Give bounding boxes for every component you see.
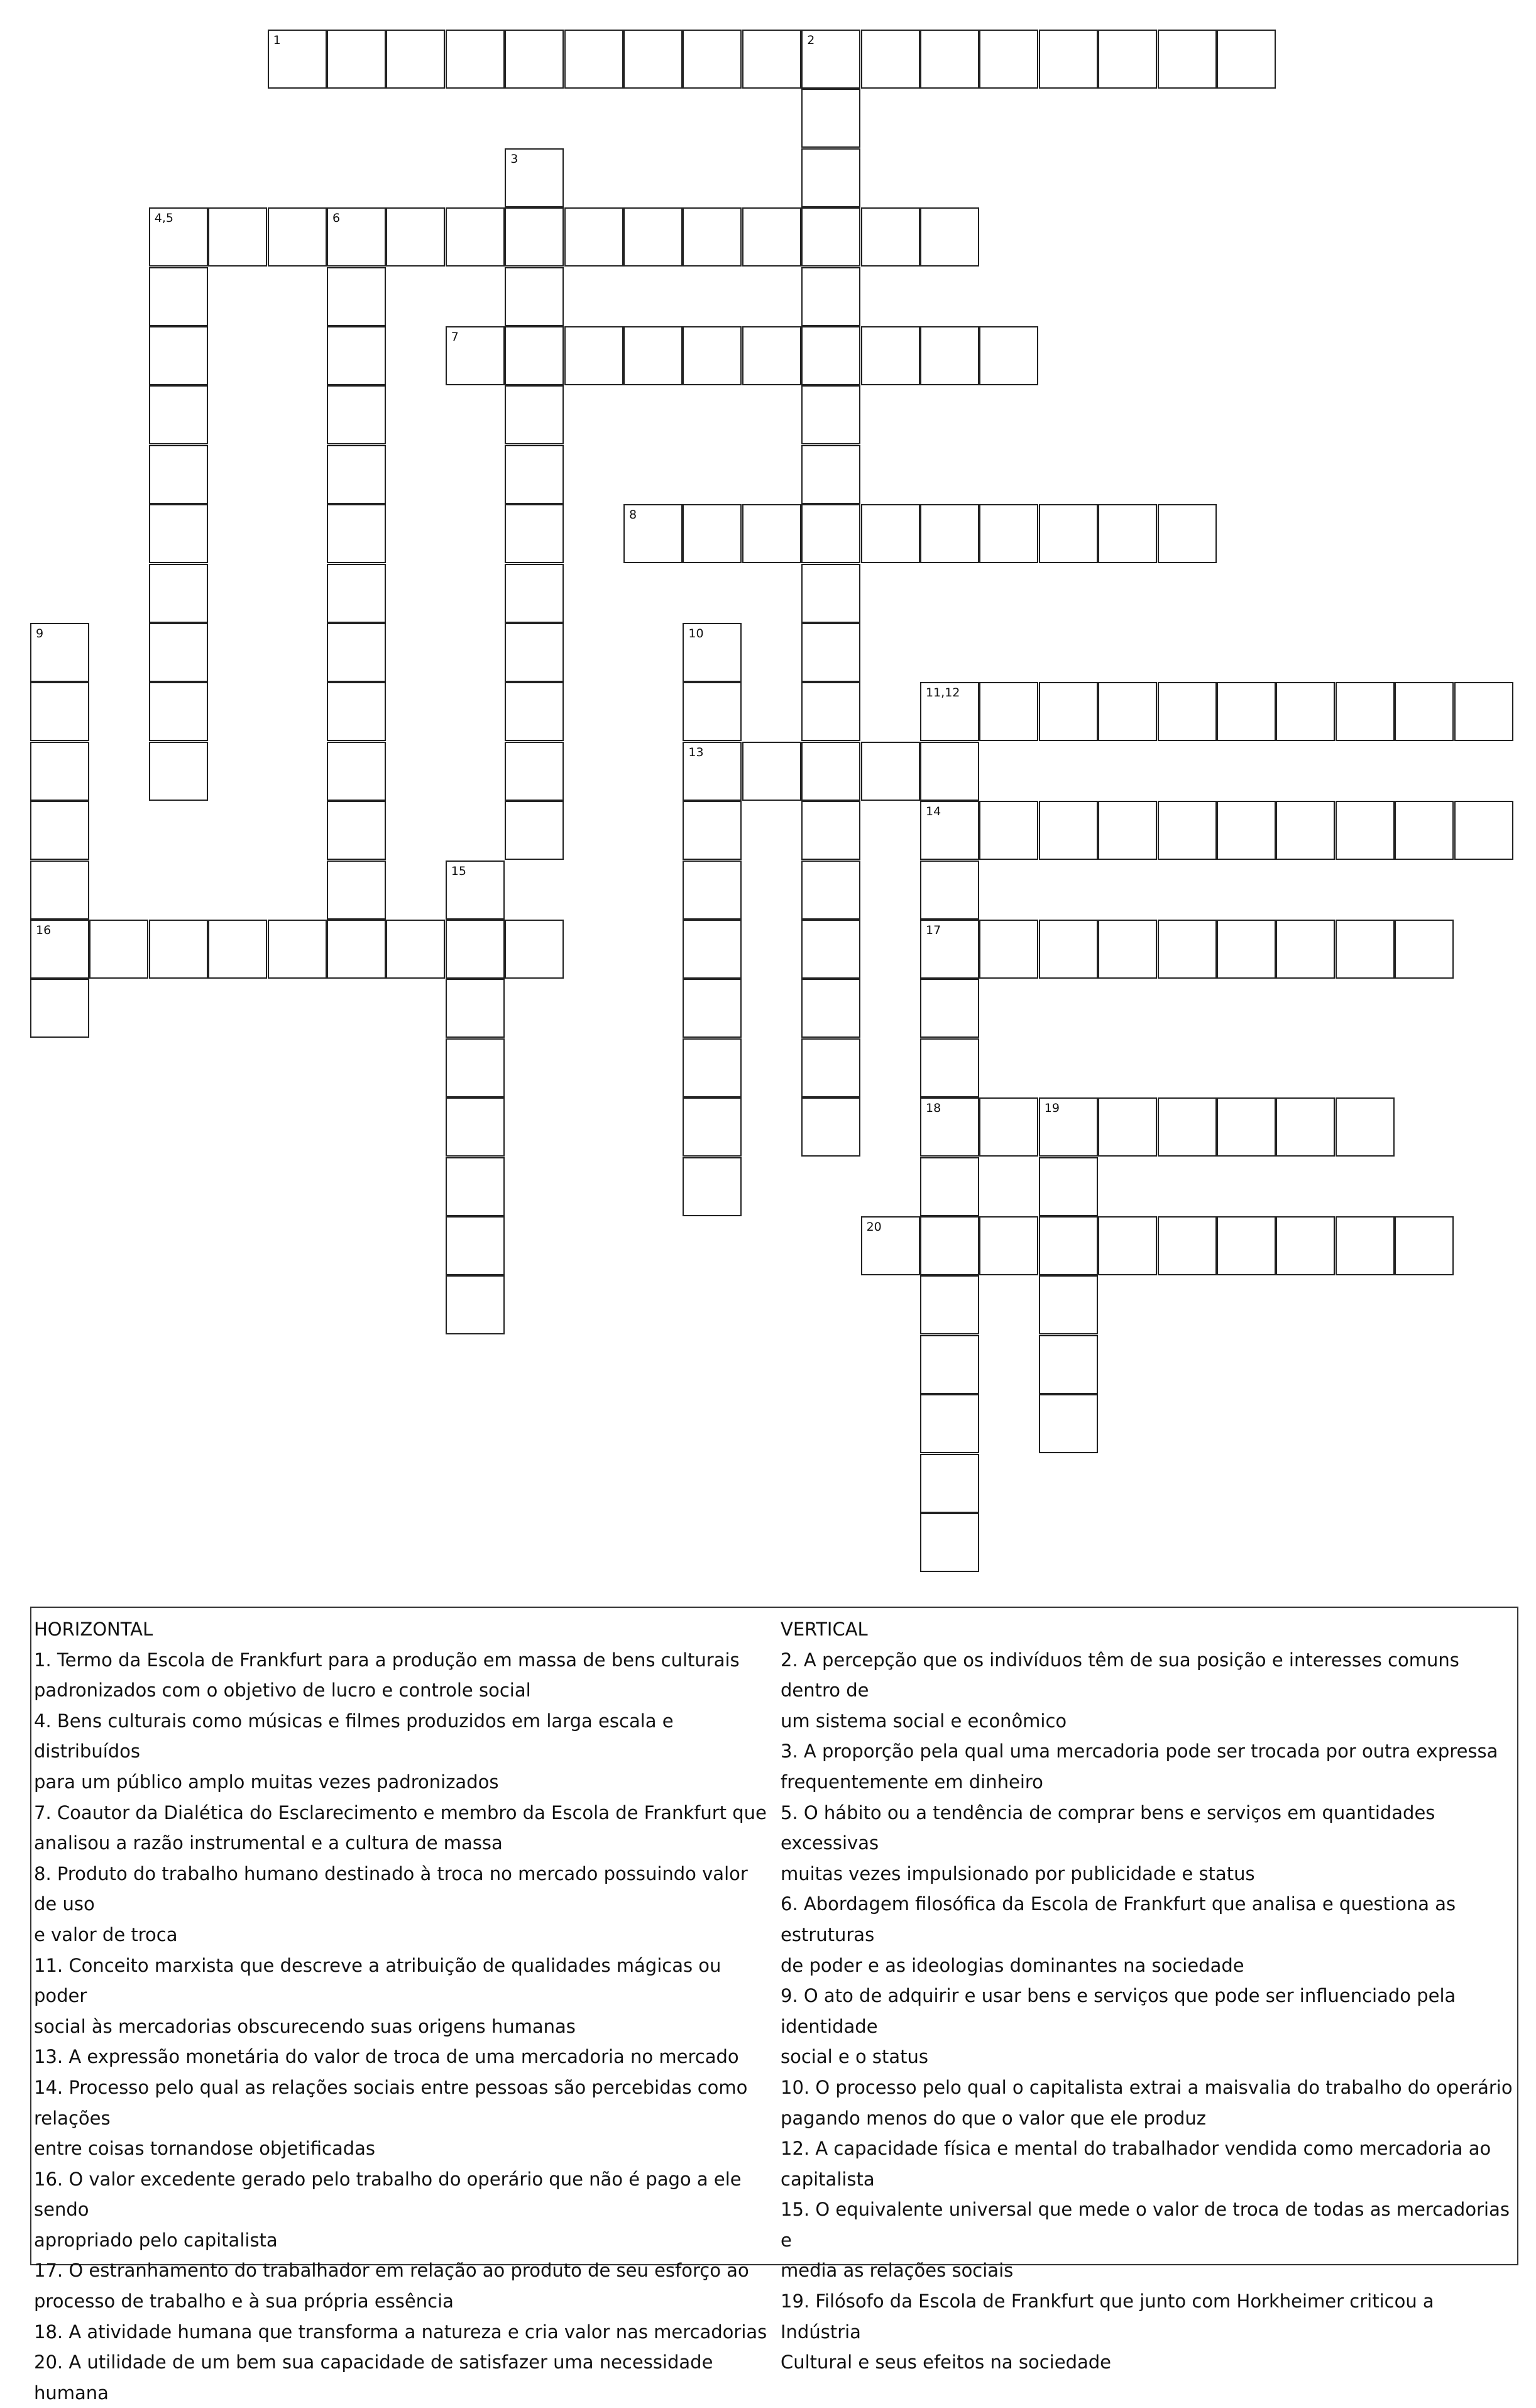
- grid-cell[interactable]: [327, 326, 386, 385]
- grid-cell[interactable]: [446, 860, 505, 920]
- grid-cell[interactable]: [683, 623, 742, 682]
- grid-cell[interactable]: [386, 207, 445, 267]
- grid-cell[interactable]: [801, 920, 860, 979]
- grid-cell[interactable]: [505, 326, 564, 385]
- grid-cell[interactable]: [505, 504, 564, 563]
- grid-cell[interactable]: [683, 30, 742, 89]
- grid-cell[interactable]: [1098, 1097, 1157, 1157]
- grid-cell[interactable]: [801, 326, 860, 385]
- grid-cell[interactable]: [920, 801, 979, 860]
- grid-cell[interactable]: [683, 1097, 742, 1157]
- grid-cell[interactable]: [446, 979, 505, 1038]
- grid-cell[interactable]: [683, 979, 742, 1038]
- grid-cell[interactable]: [979, 1097, 1038, 1157]
- vertical-clue-line: 2. A percepção que os indivíduos têm de sua posição e interesses comuns dentro de: [781, 1649, 1459, 1702]
- grid-cell[interactable]: [920, 920, 979, 979]
- vertical-clue-line: media as relações sociais: [781, 2260, 1014, 2282]
- grid-cell[interactable]: [801, 30, 860, 89]
- grid-cell[interactable]: [861, 504, 920, 563]
- grid-cell[interactable]: [1336, 1216, 1395, 1275]
- vertical-clue-line: capitalista: [781, 2168, 875, 2190]
- grid-cell[interactable]: [149, 742, 208, 801]
- grid-cell[interactable]: [742, 207, 801, 267]
- grid-cell[interactable]: [683, 920, 742, 979]
- horizontal-clue-line: entre coisas tornandose objetificadas: [34, 2138, 376, 2160]
- grid-cell[interactable]: [446, 1157, 505, 1216]
- grid-cell[interactable]: [1276, 682, 1335, 741]
- vertical-clue-line: social e o status: [781, 2046, 929, 2068]
- grid-cell[interactable]: [208, 207, 267, 267]
- horizontal-clue-line: padronizados com o objetivo de lucro e controle social: [34, 1680, 531, 1702]
- grid-cell[interactable]: [446, 1038, 505, 1097]
- grid-cell[interactable]: [683, 326, 742, 385]
- grid-cell[interactable]: [505, 267, 564, 326]
- horizontal-clue-line: 14. Processo pelo qual as relações sociais entre pessoas são percebidas como relações: [34, 2076, 748, 2129]
- grid-cell[interactable]: [623, 30, 683, 89]
- vertical-clue-line: 19. Filósofo da Escola de Frankfurt que junto com Horkheimer criticou a Indústria: [781, 2290, 1434, 2343]
- grid-cell[interactable]: [30, 742, 89, 801]
- grid-cell[interactable]: [920, 30, 979, 89]
- grid-cell[interactable]: [30, 979, 89, 1038]
- clue-number: 14: [926, 805, 941, 819]
- grid-cell[interactable]: [861, 207, 920, 267]
- grid-cell[interactable]: [268, 30, 327, 89]
- grid-cell[interactable]: [30, 801, 89, 860]
- grid-cell[interactable]: [505, 148, 564, 207]
- vertical-clue-line: pagando menos do que o valor que ele produz: [781, 2107, 1206, 2129]
- grid-cell[interactable]: [505, 385, 564, 444]
- vertical-clue-line: 5. O hábito ou a tendência de comprar bens e serviços em quantidades excessivas: [781, 1801, 1435, 1854]
- grid-cell[interactable]: [564, 30, 623, 89]
- grid-cell[interactable]: [623, 504, 683, 563]
- grid-cell[interactable]: [1158, 1097, 1217, 1157]
- grid-cell[interactable]: [1098, 30, 1157, 89]
- grid-cell[interactable]: [979, 920, 1038, 979]
- grid-cell[interactable]: [1098, 920, 1157, 979]
- grid-cell[interactable]: [327, 860, 386, 920]
- grid-cell[interactable]: [801, 504, 860, 563]
- grid-cell[interactable]: [683, 682, 742, 741]
- grid-cell[interactable]: [979, 801, 1038, 860]
- grid-cell[interactable]: [149, 385, 208, 444]
- vertical-clue-line: frequentemente em dinheiro: [781, 1771, 1043, 1793]
- grid-cell[interactable]: [1217, 1097, 1276, 1157]
- grid-cell[interactable]: [861, 326, 920, 385]
- grid-cell[interactable]: [742, 326, 801, 385]
- vertical-clue-line: 12. A capacidade física e mental do trabalhador vendida como mercadoria ao: [781, 2138, 1491, 2160]
- grid-cell[interactable]: [1454, 801, 1513, 860]
- grid-cell[interactable]: [1039, 1335, 1098, 1394]
- grid-cell[interactable]: [801, 564, 860, 623]
- grid-cell[interactable]: [1217, 30, 1276, 89]
- grid-cell[interactable]: [149, 682, 208, 741]
- clue-number: 1: [273, 33, 281, 47]
- grid-cell[interactable]: [801, 801, 860, 860]
- grid-cell[interactable]: [920, 979, 979, 1038]
- grid-cell[interactable]: [149, 920, 208, 979]
- grid-cell[interactable]: [1039, 920, 1098, 979]
- grid-cell[interactable]: [1039, 801, 1098, 860]
- grid-cell[interactable]: [505, 682, 564, 741]
- grid-cell[interactable]: [30, 623, 89, 682]
- grid-cell[interactable]: [801, 207, 860, 267]
- clue-number: 17: [926, 923, 941, 937]
- grid-cell[interactable]: [89, 920, 148, 979]
- clue-number: 6: [332, 211, 341, 226]
- grid-cell[interactable]: [801, 89, 860, 148]
- grid-cell[interactable]: [920, 1157, 979, 1216]
- grid-cell[interactable]: [30, 860, 89, 920]
- horizontal-clue-line: 18. A atividade humana que transforma a natureza e cria valor nas mercadorias: [34, 2321, 767, 2343]
- grid-cell[interactable]: [505, 445, 564, 504]
- grid-cell[interactable]: [327, 504, 386, 563]
- grid-cell[interactable]: [683, 742, 742, 801]
- grid-cell[interactable]: [1039, 682, 1098, 741]
- grid-cell[interactable]: [979, 1216, 1038, 1275]
- grid-cell[interactable]: [979, 504, 1038, 563]
- clue-number: 4,5: [154, 211, 174, 226]
- clue-number: 2: [807, 33, 815, 47]
- grid-cell[interactable]: [446, 1097, 505, 1157]
- vertical-clues-title: VERTICAL: [781, 1619, 868, 1640]
- grid-cell[interactable]: [979, 30, 1038, 89]
- grid-cell[interactable]: [683, 504, 742, 563]
- grid-cell[interactable]: [920, 682, 979, 741]
- grid-cell[interactable]: [1217, 801, 1276, 860]
- grid-cell[interactable]: [149, 623, 208, 682]
- horizontal-clue-line: 4. Bens culturais como músicas e filmes produzidos em larga escala e distribuídos: [34, 1710, 674, 1762]
- grid-cell[interactable]: [920, 207, 979, 267]
- grid-cell[interactable]: [920, 326, 979, 385]
- horizontal-clue-line: para um público amplo muitas vezes padronizados: [34, 1771, 499, 1793]
- vertical-clue-line: 10. O processo pelo qual o capitalista extrai a maisvalia do trabalho do operário: [781, 2076, 1513, 2098]
- grid-cell[interactable]: [623, 326, 683, 385]
- horizontal-clue-line: 7. Coautor da Dialética do Esclarecimento e membro da Escola de Frankfurt que: [34, 1801, 767, 1823]
- grid-cell[interactable]: [801, 148, 860, 207]
- grid-cell[interactable]: [1158, 1216, 1217, 1275]
- grid-cell[interactable]: [1158, 682, 1217, 741]
- horizontal-clue-line: 17. O estranhamento do trabalhador em relação ao produto de seu esforço ao: [34, 2260, 749, 2282]
- grid-cell[interactable]: [505, 623, 564, 682]
- grid-cell[interactable]: [1454, 682, 1513, 741]
- grid-cell[interactable]: [505, 564, 564, 623]
- grid-cell[interactable]: [327, 623, 386, 682]
- grid-cell[interactable]: [446, 207, 505, 267]
- grid-cell[interactable]: [1098, 682, 1157, 741]
- grid-cell[interactable]: [1217, 1216, 1276, 1275]
- grid-cell[interactable]: [327, 682, 386, 741]
- grid-cell[interactable]: [446, 1275, 505, 1334]
- grid-cell[interactable]: [742, 742, 801, 801]
- horizontal-clue-line: apropriado pelo capitalista: [34, 2229, 278, 2251]
- grid-cell[interactable]: [861, 1216, 920, 1275]
- vertical-clue-line: 6. Abordagem filosófica da Escola de Frankfurt que analisa e questiona as estruturas: [781, 1893, 1456, 1945]
- horizontal-clue-line: 1. Termo da Escola de Frankfurt para a produção em massa de bens culturais: [34, 1649, 740, 1671]
- grid-cell[interactable]: [1039, 504, 1098, 563]
- grid-cell[interactable]: [683, 1038, 742, 1097]
- grid-cell[interactable]: [505, 742, 564, 801]
- grid-cell[interactable]: [149, 564, 208, 623]
- grid-cell[interactable]: [446, 920, 505, 979]
- grid-cell[interactable]: [1039, 1275, 1098, 1334]
- grid-cell[interactable]: [1217, 920, 1276, 979]
- horizontal-clue-line: processo de trabalho e à sua própria essência: [34, 2290, 454, 2312]
- clue-number: 13: [688, 745, 704, 759]
- vertical-clue-line: 3. A proporção pela qual uma mercadoria pode ser trocada por outra expressa: [781, 1740, 1498, 1762]
- grid-cell[interactable]: [920, 1335, 979, 1394]
- grid-cell[interactable]: [327, 267, 386, 326]
- clue-number: 10: [688, 627, 704, 640]
- vertical-clue-line: muitas vezes impulsionado por publicidade e status: [781, 1862, 1255, 1884]
- vertical-clue-line: um sistema social e econômico: [781, 1710, 1067, 1732]
- clue-number: 18: [926, 1101, 941, 1116]
- grid-cell[interactable]: [1098, 801, 1157, 860]
- grid-cell[interactable]: [1276, 1097, 1335, 1157]
- grid-cell[interactable]: [149, 207, 208, 267]
- grid-cell[interactable]: [861, 742, 920, 801]
- grid-cell[interactable]: [801, 682, 860, 741]
- vertical-clue-line: 15. O equivalente universal que mede o valor de troca de todas as mercadorias e: [781, 2199, 1510, 2251]
- grid-cell[interactable]: [1276, 1216, 1335, 1275]
- grid-cell[interactable]: [327, 801, 386, 860]
- grid-cell[interactable]: [801, 385, 860, 444]
- grid-cell[interactable]: [505, 801, 564, 860]
- vertical-clue-line: Cultural e seus efeitos na sociedade: [781, 2351, 1112, 2373]
- grid-cell[interactable]: [327, 445, 386, 504]
- grid-cell[interactable]: [920, 1513, 979, 1572]
- grid-cell[interactable]: [505, 30, 564, 89]
- grid-cell[interactable]: [1158, 801, 1217, 860]
- grid-cell[interactable]: [1395, 1216, 1454, 1275]
- grid-cell[interactable]: [742, 30, 801, 89]
- grid-cell[interactable]: [801, 1038, 860, 1097]
- grid-cell[interactable]: [327, 742, 386, 801]
- grid-cell[interactable]: [920, 742, 979, 801]
- horizontal-clue-line: 8. Produto do trabalho humano destinado à troca no mercado possuindo valor de uso: [34, 1862, 748, 1915]
- grid-cell[interactable]: [801, 445, 860, 504]
- grid-cell[interactable]: [1158, 920, 1217, 979]
- grid-cell[interactable]: [327, 920, 386, 979]
- grid-cell[interactable]: [208, 920, 267, 979]
- grid-cell[interactable]: [268, 207, 327, 267]
- horizontal-clue-line: 16. O valor excedente gerado pelo trabalho do operário que não é pago a ele sendo: [34, 2168, 742, 2221]
- clue-number: 3: [510, 151, 518, 166]
- grid-cell[interactable]: [327, 564, 386, 623]
- clues-panel: [30, 1607, 1518, 2404]
- clue-number: 20: [866, 1220, 882, 1234]
- clue-number: 11,12: [926, 686, 960, 700]
- grid-cell[interactable]: [1336, 682, 1395, 741]
- clue-number: 8: [629, 508, 637, 522]
- grid-cell[interactable]: [446, 30, 505, 89]
- grid-cell[interactable]: [327, 30, 386, 89]
- grid-cell[interactable]: [801, 1097, 860, 1157]
- grid-cell[interactable]: [386, 920, 445, 979]
- grid-cell[interactable]: [801, 267, 860, 326]
- grid-cell[interactable]: [1217, 682, 1276, 741]
- grid-cell[interactable]: [1395, 801, 1454, 860]
- grid-cell[interactable]: [327, 207, 386, 267]
- horizontal-clue-line: 11. Conceito marxista que descreve a atribuição de qualidades mágicas ou poder: [34, 1954, 721, 2007]
- grid-cell[interactable]: [920, 1275, 979, 1334]
- grid-cell[interactable]: [920, 1038, 979, 1097]
- vertical-clues-column: [781, 1614, 1516, 2378]
- grid-cell[interactable]: [564, 207, 623, 267]
- grid-cell[interactable]: [1098, 1216, 1157, 1275]
- grid-cell[interactable]: [1039, 1097, 1098, 1157]
- grid-cell[interactable]: [564, 326, 623, 385]
- grid-cell[interactable]: [683, 860, 742, 920]
- grid-cell[interactable]: [683, 1157, 742, 1216]
- grid-cell[interactable]: [30, 682, 89, 741]
- grid-cell[interactable]: [1395, 682, 1454, 741]
- clue-number: 9: [36, 627, 44, 640]
- grid-cell[interactable]: [1336, 1097, 1395, 1157]
- grid-cell[interactable]: [979, 326, 1038, 385]
- grid-cell[interactable]: [920, 860, 979, 920]
- grid-cell[interactable]: [505, 920, 564, 979]
- grid-cell[interactable]: [149, 445, 208, 504]
- grid-cell[interactable]: [505, 207, 564, 267]
- clue-number: 7: [451, 330, 459, 344]
- grid-cell[interactable]: [1395, 920, 1454, 979]
- horizontal-clues-column: [34, 1614, 769, 2408]
- grid-cell[interactable]: [149, 326, 208, 385]
- grid-cell[interactable]: [1039, 1394, 1098, 1453]
- grid-cell[interactable]: [30, 920, 89, 979]
- grid-cell[interactable]: [742, 504, 801, 563]
- grid-cell[interactable]: [268, 920, 327, 979]
- grid-cell[interactable]: [801, 860, 860, 920]
- grid-cell[interactable]: [920, 504, 979, 563]
- grid-cell[interactable]: [1276, 920, 1335, 979]
- grid-cell[interactable]: [149, 504, 208, 563]
- clue-number: 19: [1044, 1101, 1060, 1116]
- horizontal-clue-line: analisou a razão instrumental e a cultura de massa: [34, 1832, 503, 1854]
- grid-cell[interactable]: [1158, 30, 1217, 89]
- grid-cell[interactable]: [920, 1394, 979, 1453]
- grid-cell[interactable]: [979, 682, 1038, 741]
- horizontal-clue-line: social às mercadorias obscurecendo suas origens humanas: [34, 2015, 576, 2037]
- grid-cell[interactable]: [327, 385, 386, 444]
- clue-number: 16: [36, 923, 52, 937]
- grid-cell[interactable]: [386, 30, 445, 89]
- grid-cell[interactable]: [446, 326, 505, 385]
- grid-cell[interactable]: [446, 1216, 505, 1275]
- vertical-clue-line: 9. O ato de adquirir e usar bens e serviços que pode ser influenciado pela identidade: [781, 1985, 1456, 2037]
- horizontal-clues-title: HORIZONTAL: [34, 1619, 153, 1640]
- grid-cell[interactable]: [920, 1216, 979, 1275]
- grid-cell[interactable]: [683, 207, 742, 267]
- grid-cell[interactable]: [920, 1097, 979, 1157]
- grid-cell[interactable]: [683, 801, 742, 860]
- grid-cell[interactable]: [801, 979, 860, 1038]
- grid-cell[interactable]: [801, 623, 860, 682]
- grid-cell[interactable]: [149, 267, 208, 326]
- grid-cell[interactable]: [1039, 1216, 1098, 1275]
- vertical-clue-line: de poder e as ideologias dominantes na sociedade: [781, 1954, 1244, 1976]
- horizontal-clue-line: e valor de troca: [34, 1923, 178, 1945]
- horizontal-clue-line: 20. A utilidade de um bem sua capacidade de satisfazer uma necessidade humana: [34, 2351, 713, 2404]
- grid-cell[interactable]: [1039, 1157, 1098, 1216]
- grid-cell[interactable]: [920, 1454, 979, 1513]
- grid-cell[interactable]: [1276, 801, 1335, 860]
- grid-cell[interactable]: [1158, 504, 1217, 563]
- grid-cell[interactable]: [1039, 30, 1098, 89]
- grid-cell[interactable]: [801, 742, 860, 801]
- clue-number: 15: [451, 864, 466, 878]
- grid-cell[interactable]: [1336, 920, 1395, 979]
- grid-cell[interactable]: [1098, 504, 1157, 563]
- horizontal-clue-line: 13. A expressão monetária do valor de troca de uma mercadoria no mercado: [34, 2046, 739, 2068]
- grid-cell[interactable]: [861, 30, 920, 89]
- grid-cell[interactable]: [1336, 801, 1395, 860]
- grid-cell[interactable]: [623, 207, 683, 267]
